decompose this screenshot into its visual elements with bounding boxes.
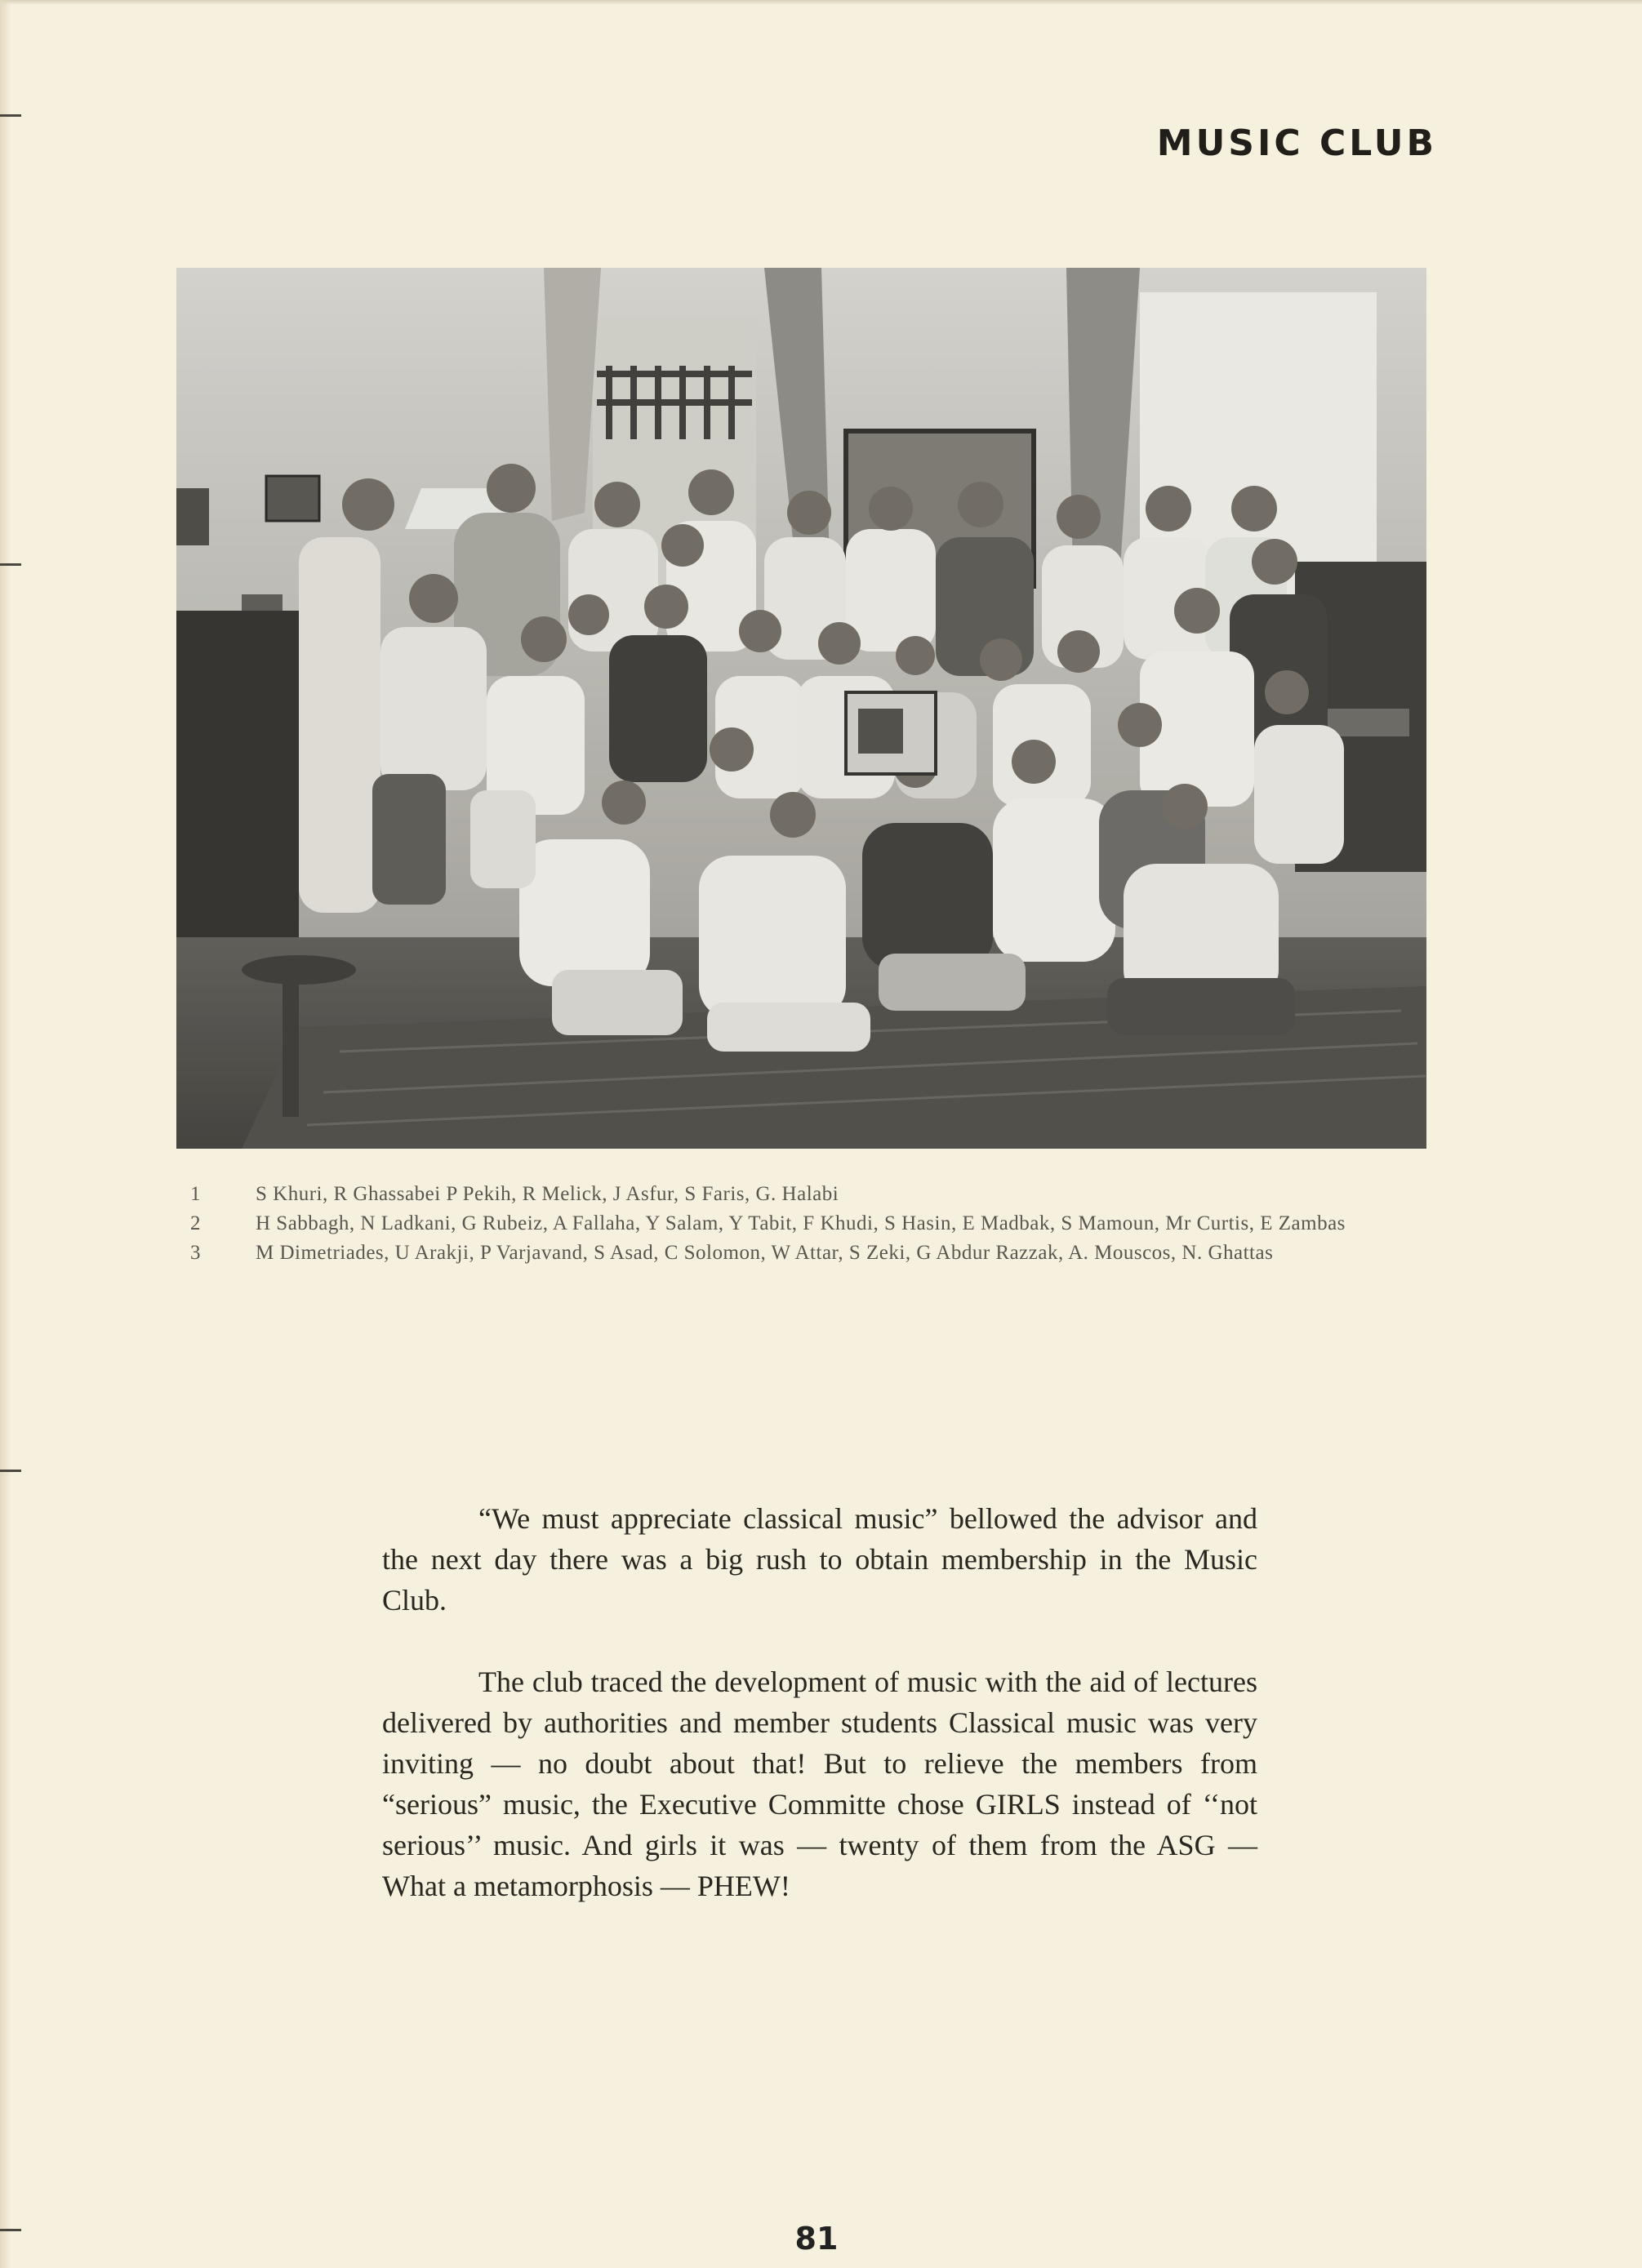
article-body — [382, 1498, 1257, 1947]
body-paragraph: “We must appreciate classical music” bellowed the advisor and the next day there was a big rush to obtain membership in the Music Club. — [382, 1502, 1257, 1617]
margin-mark — [0, 563, 21, 566]
page-edge — [0, 0, 11, 2268]
page-edge — [0, 0, 1642, 5]
page-title: MUSIC CLUB — [1156, 122, 1437, 164]
caption-names: H Sabbagh, N Ladkani, G Rubeiz, A Fallaha, Y Salam, Y Tabit, F Khudi, S Hasin, E Madbak, S Mamoun, Mr Curtis, E Zambas — [256, 1212, 1346, 1234]
caption-row — [184, 1180, 1457, 1209]
caption-row — [184, 1239, 1457, 1268]
caption-row — [184, 1209, 1457, 1239]
margin-mark — [0, 2229, 21, 2231]
page-number: 81 — [794, 2221, 839, 2257]
margin-mark — [0, 1470, 21, 1472]
photo-caption — [184, 1180, 1457, 1268]
caption-names: S Khuri, R Ghassabei P Pekih, R Melick, J Asfur, S Faris, G. Halabi — [256, 1183, 839, 1205]
margin-mark — [0, 114, 21, 117]
body-paragraph: The club traced the development of music with the aid of lectures delivered by authorities and member students Classical music was very inviting — no doubt about that! But to relieve the members from “serious” music, the Executive Committe chose GIRLS instead of ‘‘not serious’’ music. And girls it was — twenty of them from the ASG — What a metamorphosis — PHEW! — [382, 1665, 1257, 1902]
caption-names: M Dimetriades, U Arakji, P Varjavand, S Asad, C Solomon, W Attar, S Zeki, G Abdur Razzak, A. Mouscos, N. Ghattas — [256, 1242, 1274, 1264]
caption-row-number: 2 — [190, 1212, 201, 1234]
caption-row-number: 3 — [190, 1242, 201, 1264]
group-photo — [176, 268, 1426, 1149]
caption-row-number: 1 — [190, 1183, 201, 1205]
